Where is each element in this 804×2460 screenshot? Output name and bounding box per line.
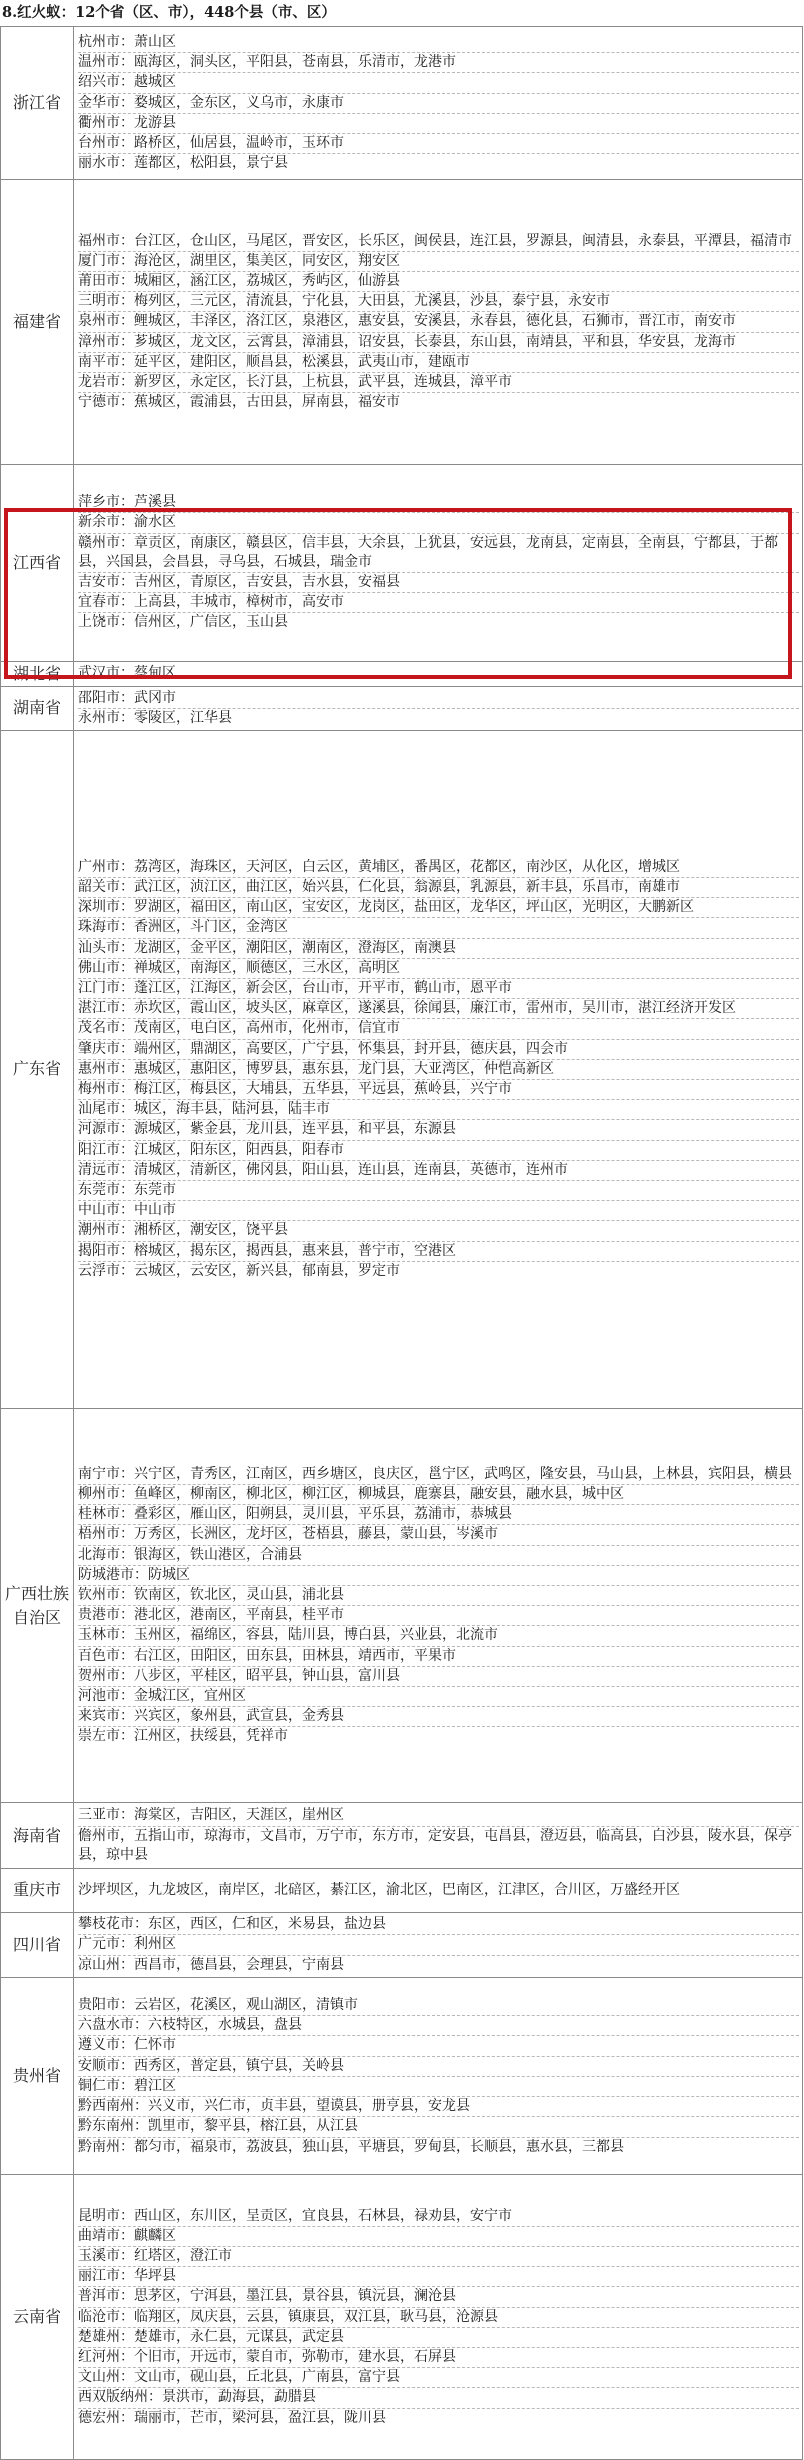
city-line: 贵港市：港北区，港南区，平南县，桂平市 <box>78 1605 799 1625</box>
province-name: 重庆市 <box>1 1868 74 1912</box>
city-line: 北海市：银海区，铁山港区，合浦县 <box>78 1545 799 1565</box>
city-line: 金华市：婺城区，金东区，义乌市，永康市 <box>78 93 799 113</box>
city-line: 文山州：文山市，砚山县，丘北县，广南县，富宁县 <box>78 2367 799 2387</box>
county-list <box>74 1912 803 1978</box>
province-name: 广东省 <box>1 730 74 1409</box>
city-line: 吉安市：吉州区，青原区，吉安县，吉水县，安福县 <box>78 572 799 592</box>
city-line: 临沧市：临翔区，凤庆县，云县，镇康县，双江县，耿马县，沧源县 <box>78 2307 799 2327</box>
city-line: 武汉市：蔡甸区 <box>78 665 176 682</box>
province-name: 云南省 <box>1 2175 74 2460</box>
city-line: 普洱市：思茅区，宁洱县，墨江县，景谷县，镇沅县，澜沧县 <box>78 2286 799 2306</box>
city-line: 三亚市：海棠区，吉阳区，天涯区，崖州区 <box>78 1807 344 1824</box>
city-line: 黔东南州：凯里市，黎平县，榕江县，从江县 <box>78 2116 799 2136</box>
city-line: 昆明市：西山区，东川区，呈贡区，宜良县，石林县，禄劝县，安宁市 <box>78 2207 512 2224</box>
city-line: 桂林市：叠彩区，雁山区，阳朔县，灵川县，平乐县，荔浦市，恭城县 <box>78 1504 799 1524</box>
city-line: 汕尾市：城区，海丰县，陆河县，陆丰市 <box>78 1099 799 1119</box>
province-row <box>1 1978 803 2175</box>
city-line: 广元市：利州区 <box>78 1934 799 1954</box>
city-line: 茂名市：茂南区，电白区，高州市，化州市，信宜市 <box>78 1018 799 1038</box>
city-line: 韶关市：武江区，浈江区，曲江区，始兴县，仁化县，翁源县，乳源县，新丰县，乐昌市，南雄市 <box>78 877 799 897</box>
city-line: 红河州：个旧市，开远市，蒙自市，弥勒市，建水县，石屏县 <box>78 2347 799 2367</box>
city-line: 黔西南州：兴义市，兴仁市，贞丰县，望谟县，册亨县，安龙县 <box>78 2096 799 2116</box>
city-line: 南宁市：兴宁区，青秀区，江南区，西乡塘区，良庆区，邕宁区，武鸣区，隆安县，马山县，上林县，宾阳县，横县 <box>78 1465 792 1482</box>
city-line: 漳州市：芗城区，龙文区，云霄县，漳浦县，诏安县，长泰县，东山县，南靖县，平和县，华安县，龙海市 <box>78 332 799 352</box>
city-line: 萍乡市：芦溪县 <box>78 494 176 511</box>
province-name: 福建省 <box>1 180 74 465</box>
city-line: 攀枝花市：东区，西区，仁和区，米易县，盐边县 <box>78 1916 386 1933</box>
city-line: 贺州市：八步区，平桂区，昭平县，钟山县，富川县 <box>78 1666 799 1686</box>
city-line: 安顺市：西秀区，普定县，镇宁县，关岭县 <box>78 2056 799 2076</box>
county-list <box>74 180 803 465</box>
city-line: 三明市：梅列区，三元区，清流县，宁化县，大田县，尤溪县，沙县，泰宁县，永安市 <box>78 291 799 311</box>
province-row <box>1 1868 803 1912</box>
county-list <box>74 1803 803 1869</box>
province-name: 湖南省 <box>1 686 74 730</box>
city-line: 南平市：延平区，建阳区，顺昌县，松溪县，武夷山市，建瓯市 <box>78 352 799 372</box>
city-line: 来宾市：兴宾区，象州县，武宣县，金秀县 <box>78 1706 799 1726</box>
province-name: 广西壮族自治区 <box>1 1409 74 1803</box>
city-line: 防城港市：防城区 <box>78 1565 799 1585</box>
city-line: 河池市：金城江区，宜州区 <box>78 1686 799 1706</box>
city-line: 永州市：零陵区，江华县 <box>78 708 799 728</box>
province-row <box>1 180 803 465</box>
city-line: 贵阳市：云岩区，花溪区，观山湖区，清镇市 <box>78 1997 358 2014</box>
city-line: 泉州市：鲤城区，丰泽区，洛江区，泉港区，惠安县，安溪县，永春县，德化县，石狮市，晋江市，南安市 <box>78 311 799 331</box>
city-line: 丽水市：莲都区，松阳县，景宁县 <box>78 153 799 173</box>
province-row <box>1 27 803 180</box>
city-line: 河源市：源城区，紫金县，龙川县，连平县，和平县，东源县 <box>78 1119 799 1139</box>
city-line: 厦门市：海沧区，湖里区，集美区，同安区，翔安区 <box>78 251 799 271</box>
province-row <box>1 1409 803 1803</box>
city-line: 百色市：右江区，田阳区，田东县，田林县，靖西市，平果市 <box>78 1646 799 1666</box>
city-line: 龙岩市：新罗区，永定区，长汀县，上杭县，武平县，连城县，漳平市 <box>78 372 799 392</box>
province-name: 湖北省 <box>1 661 74 686</box>
city-line: 玉溪市：红塔区，澄江市 <box>78 2246 799 2266</box>
city-line: 杭州市：萧山区 <box>78 33 176 50</box>
county-list <box>74 2175 803 2460</box>
province-row <box>1 1803 803 1869</box>
city-line: 福州市：台江区，仓山区，马尾区，晋安区，长乐区，闽侯县，连江县，罗源县，闽清县，永泰县，平潭县，福清市 <box>78 232 792 249</box>
city-line: 黔南州：都匀市，福泉市，荔波县，独山县，平塘县，罗甸县，长顺县，惠水县，三都县 <box>78 2137 799 2157</box>
city-line: 梅州市：梅江区，梅县区，大埔县，五华县，平远县，蕉岭县，兴宁市 <box>78 1079 799 1099</box>
province-name: 江西省 <box>1 464 74 661</box>
city-line: 江门市：蓬江区，江海区，新会区，台山市，开平市，鹤山市，恩平市 <box>78 978 799 998</box>
city-line: 温州市：瓯海区，洞头区，平阳县，苍南县，乐清市，龙港市 <box>78 52 799 72</box>
city-line: 西双版纳州：景洪市，勐海县，勐腊县 <box>78 2387 799 2407</box>
city-line: 宜春市：上高县，丰城市，樟树市，高安市 <box>78 592 799 612</box>
county-list <box>74 1978 803 2175</box>
city-line: 台州市：路桥区，仙居县，温岭市，玉环市 <box>78 133 799 153</box>
city-line: 崇左市：江州区，扶绥县，凭祥市 <box>78 1726 799 1746</box>
city-line: 曲靖市：麒麟区 <box>78 2226 799 2246</box>
page-title: 8.红火蚁：12个省（区、市），448个县（市、区） <box>2 4 336 21</box>
province-name: 四川省 <box>1 1912 74 1978</box>
city-line: 楚雄州：楚雄市，永仁县，元谋县，武定县 <box>78 2327 799 2347</box>
city-line: 六盘水市：六枝特区，水城县，盘县 <box>78 2015 799 2035</box>
city-line: 深圳市：罗湖区，福田区，南山区，宝安区，龙岗区，盐田区，龙华区，坪山区，光明区，大鹏新区 <box>78 897 799 917</box>
city-line: 东莞市：东莞市 <box>78 1180 799 1200</box>
city-line: 汕头市：龙湖区，金平区，潮阳区，潮南区，澄海区，南澳县 <box>78 938 799 958</box>
province-row <box>1 2175 803 2460</box>
city-line: 肇庆市：端州区，鼎湖区，高要区，广宁县，怀集县，封开县，德庆县，四会市 <box>78 1039 799 1059</box>
city-line: 沙坪坝区，九龙坡区，南岸区，北碚区，綦江区，渝北区，巴南区，江津区，合川区，万盛经开区 <box>78 1881 680 1898</box>
county-list <box>74 730 803 1409</box>
city-line: 遵义市：仁怀市 <box>78 2035 799 2055</box>
county-list <box>74 1409 803 1803</box>
city-line: 中山市：中山市 <box>78 1200 799 1220</box>
county-list <box>74 686 803 730</box>
city-line: 丽江市：华坪县 <box>78 2266 799 2286</box>
pest-distribution-table <box>0 26 803 2460</box>
province-row <box>1 464 803 661</box>
city-line: 阳江市：江城区，阳东区，阳西县，阳春市 <box>78 1140 799 1160</box>
county-list <box>74 661 803 686</box>
province-name: 海南省 <box>1 1803 74 1869</box>
city-line: 赣州市：章贡区，南康区，赣县区，信丰县，大余县，上犹县，安远县，龙南县，定南县，全南县，宁都县，于都县，兴国县，会昌县，寻乌县，石城县，瑞金市 <box>78 533 799 572</box>
city-line: 广州市：荔湾区，海珠区，天河区，白云区，黄埔区，番禺区，花都区，南沙区，从化区，增城区 <box>78 858 680 875</box>
city-line: 德宏州：瑞丽市，芒市，梁河县，盈江县，陇川县 <box>78 2408 799 2428</box>
city-line: 清远市：清城区，清新区，佛冈县，阳山县，连山县，连南县，英德市，连州市 <box>78 1160 799 1180</box>
county-list <box>74 1868 803 1912</box>
city-line: 云浮市：云城区，云安区，新兴县，郁南县，罗定市 <box>78 1261 799 1281</box>
city-line: 湛江市：赤坎区，霞山区，坡头区，麻章区，遂溪县，徐闻县，廉江市，雷州市，吴川市，湛江经济开发区 <box>78 998 799 1018</box>
city-line: 揭阳市：榕城区，揭东区，揭西县，惠来县，普宁市，空港区 <box>78 1241 799 1261</box>
province-row <box>1 1912 803 1978</box>
city-line: 钦州市：钦南区，钦北区，灵山县，浦北县 <box>78 1585 799 1605</box>
city-line: 佛山市：禅城区，南海区，顺德区，三水区，高明区 <box>78 958 799 978</box>
city-line: 儋州市，五指山市，琼海市，文昌市，万宁市，东方市，定安县，屯昌县，澄迈县，临高县，白沙县，陵水县，保亭县，琼中县 <box>78 1826 799 1865</box>
city-line: 上饶市：信州区，广信区，玉山县 <box>78 612 799 632</box>
city-line: 惠州市：惠城区，惠阳区，博罗县，惠东县，龙门县，大亚湾区，仲恺高新区 <box>78 1059 799 1079</box>
province-row <box>1 686 803 730</box>
city-line: 柳州市：鱼峰区，柳南区，柳北区，柳江区，柳城县，鹿寨县，融安县，融水县，城中区 <box>78 1484 799 1504</box>
city-line: 玉林市：玉州区，福绵区，容县，陆川县，博白县，兴业县，北流市 <box>78 1625 799 1645</box>
county-list <box>74 464 803 661</box>
city-line: 邵阳市：武冈市 <box>78 689 176 706</box>
city-line: 新余市：渝水区 <box>78 512 799 532</box>
province-row <box>1 661 803 686</box>
city-line: 梧州市：万秀区，长洲区，龙圩区，苍梧县，藤县，蒙山县，岑溪市 <box>78 1524 799 1544</box>
city-line: 铜仁市：碧江区 <box>78 2076 799 2096</box>
city-line: 莆田市：城厢区，涵江区，荔城区，秀屿区，仙游县 <box>78 271 799 291</box>
city-line: 绍兴市：越城区 <box>78 72 799 92</box>
province-row <box>1 730 803 1409</box>
city-line: 凉山州：西昌市，德昌县，会理县，宁南县 <box>78 1955 799 1975</box>
city-line: 衢州市：龙游县 <box>78 113 799 133</box>
city-line: 珠海市：香洲区，斗门区，金湾区 <box>78 917 799 937</box>
city-line: 宁德市：蕉城区，霞浦县，古田县，屏南县，福安市 <box>78 392 799 412</box>
province-name: 贵州省 <box>1 1978 74 2175</box>
city-line: 潮州市：湘桥区，潮安区，饶平县 <box>78 1220 799 1240</box>
province-name: 浙江省 <box>1 27 74 180</box>
county-list <box>74 27 803 180</box>
